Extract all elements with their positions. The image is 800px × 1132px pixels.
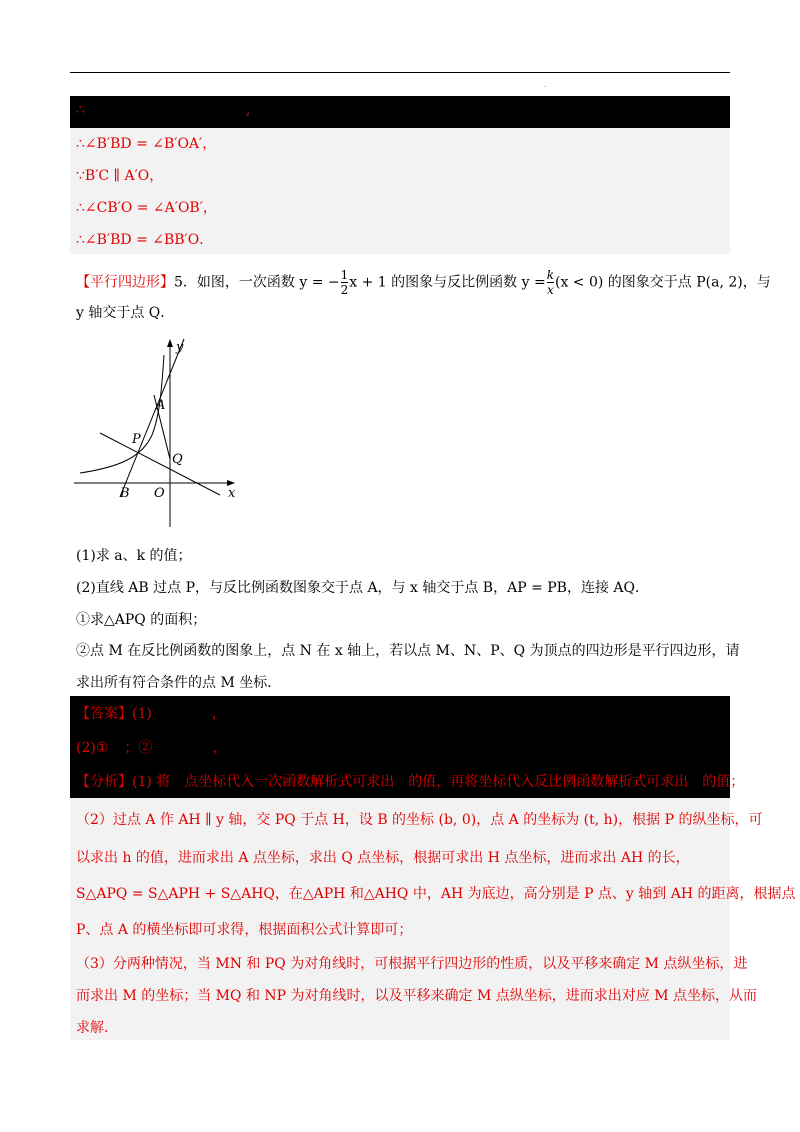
proof-line-4: ∴∠B′BD = ∠BB′O． <box>76 232 214 248</box>
question-header <box>76 268 771 297</box>
label-b: B <box>120 486 130 501</box>
label-a: A <box>156 398 166 413</box>
analysis-line-5: P、点 A 的横坐标即可求得，根据面积公式计算即可； <box>76 922 413 938</box>
question-line-2: y 轴交于点 Q． <box>76 305 175 321</box>
hyperbola-curve <box>80 355 164 473</box>
fraction-2-numerator: k <box>546 268 554 282</box>
analysis-line-6: （3）分两种情况，当 MN 和 PQ 为对角线时，可根据平行四边形的性质，以及平移来确定 M 点纵坐标，进 <box>76 956 748 972</box>
line-ab <box>120 339 184 497</box>
graph-figure <box>70 335 250 535</box>
label-y: y <box>176 340 184 355</box>
header-rule <box>70 72 730 73</box>
answer-line-1 <box>76 704 226 724</box>
question-intro: 5．如图，一次函数 y = − <box>174 274 340 291</box>
label-q: Q <box>172 452 183 467</box>
answer-part-2-sep: ；② <box>124 740 153 756</box>
header-dot: . <box>544 82 546 89</box>
y-axis-arrow <box>167 339 173 347</box>
proof-line-1: ∴∠B′BD = ∠B′OA′， <box>76 136 217 152</box>
proof-line-3: ∴∠CB′O = ∠A′OB′， <box>76 200 217 216</box>
fraction-1-denominator: 2 <box>340 283 349 297</box>
question-tail: (x < 0) 的图象交于点 P(a, 2)，与 <box>555 274 771 291</box>
question-tag: 【平行四边形】 <box>76 274 174 291</box>
fraction-1-numerator: 1 <box>340 268 349 282</box>
part-2-2b: 求出所有符合条件的点 M 坐标． <box>76 675 282 691</box>
analysis-line-1 <box>76 772 744 792</box>
analysis-text-1: (1) 将 点坐标代入一次函数解析式可求出 的值，再将坐标代入反比例函数解析式可求出 的值； <box>132 774 745 790</box>
answer-part-1: (1) <box>132 706 152 722</box>
answer-tag: 【答案】 <box>76 706 132 722</box>
answer-band <box>70 696 745 798</box>
analysis-tag: 【分析】 <box>76 774 132 790</box>
question-middle: x + 1 的图象与反比例函数 y = <box>349 274 546 291</box>
answer-part-1-comma: ， <box>211 706 226 722</box>
part-2-2a: ②点 M 在反比例函数的图象上，点 N 在 x 轴上，若以点 M、N、P、Q 为顶点的四边形是平行四边形，请 <box>76 643 740 659</box>
part-1: (1)求 a、k 的值； <box>76 548 192 564</box>
therefore-symbol: ∴ <box>76 102 85 118</box>
fraction-2-denominator: x <box>546 283 554 297</box>
answer-part-2: (2)① <box>76 740 109 756</box>
proof-line-2: ∵B′C ∥ A′O， <box>76 168 164 184</box>
analysis-line-7: 而求出 M 的坐标；当 MQ 和 NP 为对角线时，以及平移来确定 M 点纵坐标，进而求出对应 M 点坐标，从而 <box>76 988 757 1004</box>
analysis-line-3: 以求出 h 的值，进而求出 A 点坐标，求出 Q 点坐标，根据可求出 H 点坐标，进而求出 AH 的长， <box>76 850 690 866</box>
analysis-line-8: 求解． <box>76 1020 118 1036</box>
label-x: x <box>228 486 236 501</box>
part-2-1: ①求△APQ 的面积； <box>76 612 207 628</box>
label-o: O <box>154 486 165 501</box>
band-comma: , <box>246 102 251 118</box>
redacted-band-top <box>70 96 730 128</box>
label-p: P <box>132 432 141 447</box>
part-2: (2)直线 AB 过点 P，与反比例函数图象交于点 A，与 x 轴交于点 B，AP = PB，连接 AQ． <box>76 580 650 596</box>
analysis-line-2: （2）过点 A 作 AH ∥ y 轴，交 PQ 于点 H，设 B 的坐标 (b, 0)，点 A 的坐标为 (t, h)，根据 P 的纵坐标，可 <box>76 812 763 828</box>
answer-line-2 <box>76 738 226 758</box>
answer-part-2-comma: ， <box>212 740 227 756</box>
analysis-line-4: S△APQ = S△APH + S△AHQ，在△APH 和△AHQ 中，AH 为底边，高分别是 P 点、y 轴到 AH 的距离，根据点 <box>76 886 796 902</box>
